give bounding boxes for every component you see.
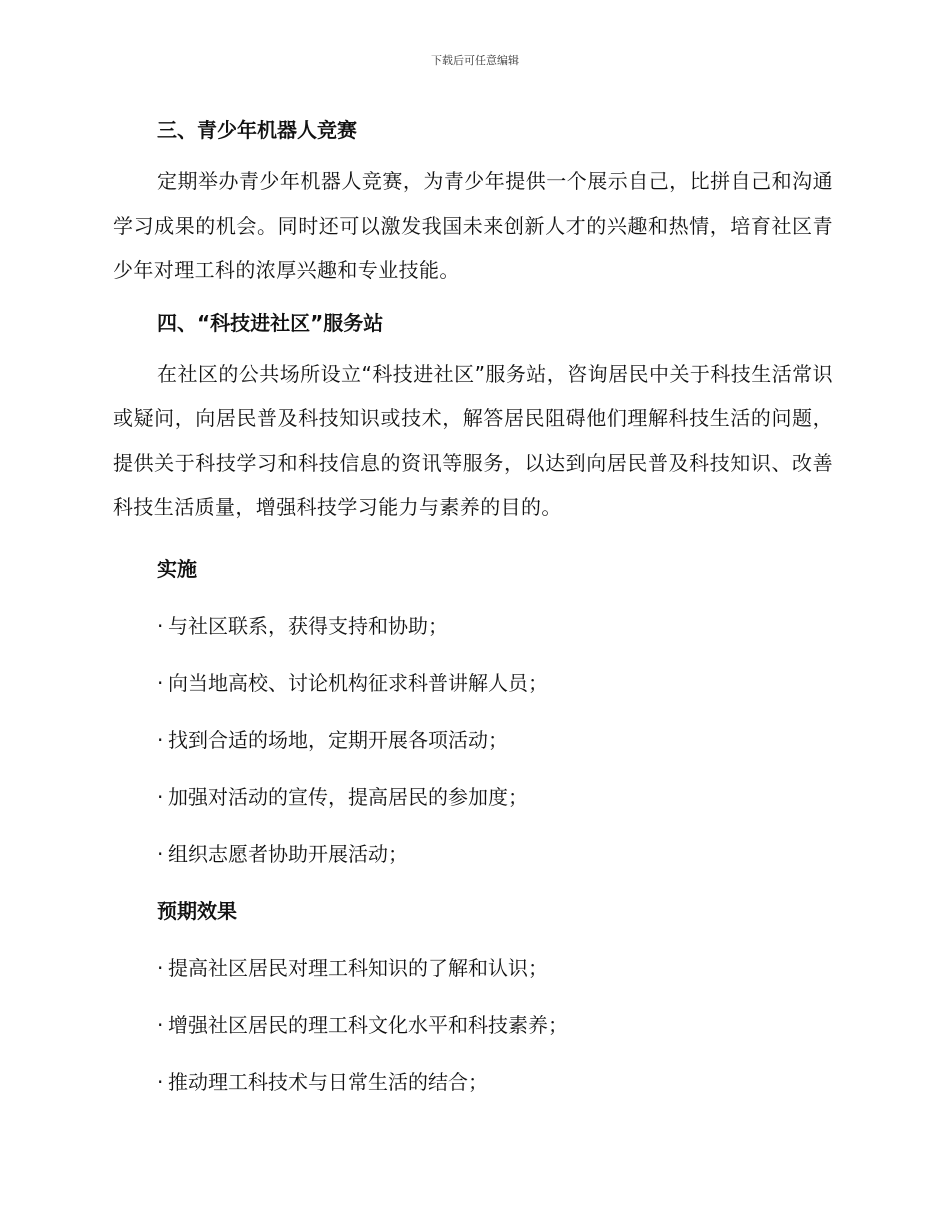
implementation-list	[113, 587, 833, 872]
expected-effects-heading: 预期效果	[157, 898, 237, 923]
bullet-dot: ·	[157, 727, 164, 752]
list-item: · 与社区联系，获得支持和协助；	[113, 608, 833, 644]
section-4-paragraph: 在社区的公共场所设立“科技进社区”服务站，咨询居民中关于科技生活常识或疑问，向居民普及科技知识或技术，解答居民阻碍他们理解科技生活的问题，提供关于科技学习和科技信息的资讯等服务，以达到向居民普及科技知识、改善科技生活质量，增强科技学习能力与素养的目的。	[113, 361, 833, 519]
expected-effects-list	[113, 929, 833, 1100]
list-item: · 找到合适的场地，定期开展各项活动；	[113, 722, 833, 758]
bullet-dot: ·	[157, 670, 164, 695]
document-body	[113, 112, 833, 1100]
list-item: · 提高社区居民对理工科知识的了解和认识；	[113, 950, 833, 986]
section-4-heading: 四、“科技进社区”服务站	[157, 310, 384, 335]
bullet-dot: ·	[157, 784, 164, 809]
list-item: · 增强社区居民的理工科文化水平和科技素养；	[113, 1007, 833, 1043]
section-3-paragraph: 定期举办青少年机器人竞赛，为青少年提供一个展示自己，比拼自己和沟通学习成果的机会。同时还可以激发我国未来创新人才的兴趣和热情，培育社区青少年对理工科的浓厚兴趣和专业技能。	[113, 169, 833, 282]
list-item: · 向当地高校、讨论机构征求科普讲解人员；	[113, 665, 833, 701]
list-item: · 加强对活动的宣传，提高居民的参加度；	[113, 779, 833, 815]
bullet-dot: ·	[157, 955, 164, 980]
bullet-dot: ·	[157, 613, 164, 638]
list-item: · 组织志愿者协助开展活动；	[113, 836, 833, 872]
section-3-heading: 三、青少年机器人竞赛	[157, 118, 357, 142]
bullet-dot: ·	[157, 1012, 164, 1037]
page-header: 下载后可任意编辑	[431, 54, 519, 67]
list-item: · 推动理工科技术与日常生活的结合；	[113, 1064, 833, 1100]
bullet-dot: ·	[157, 841, 164, 866]
implementation-heading: 实施	[157, 556, 197, 581]
bullet-dot: ·	[157, 1069, 164, 1094]
